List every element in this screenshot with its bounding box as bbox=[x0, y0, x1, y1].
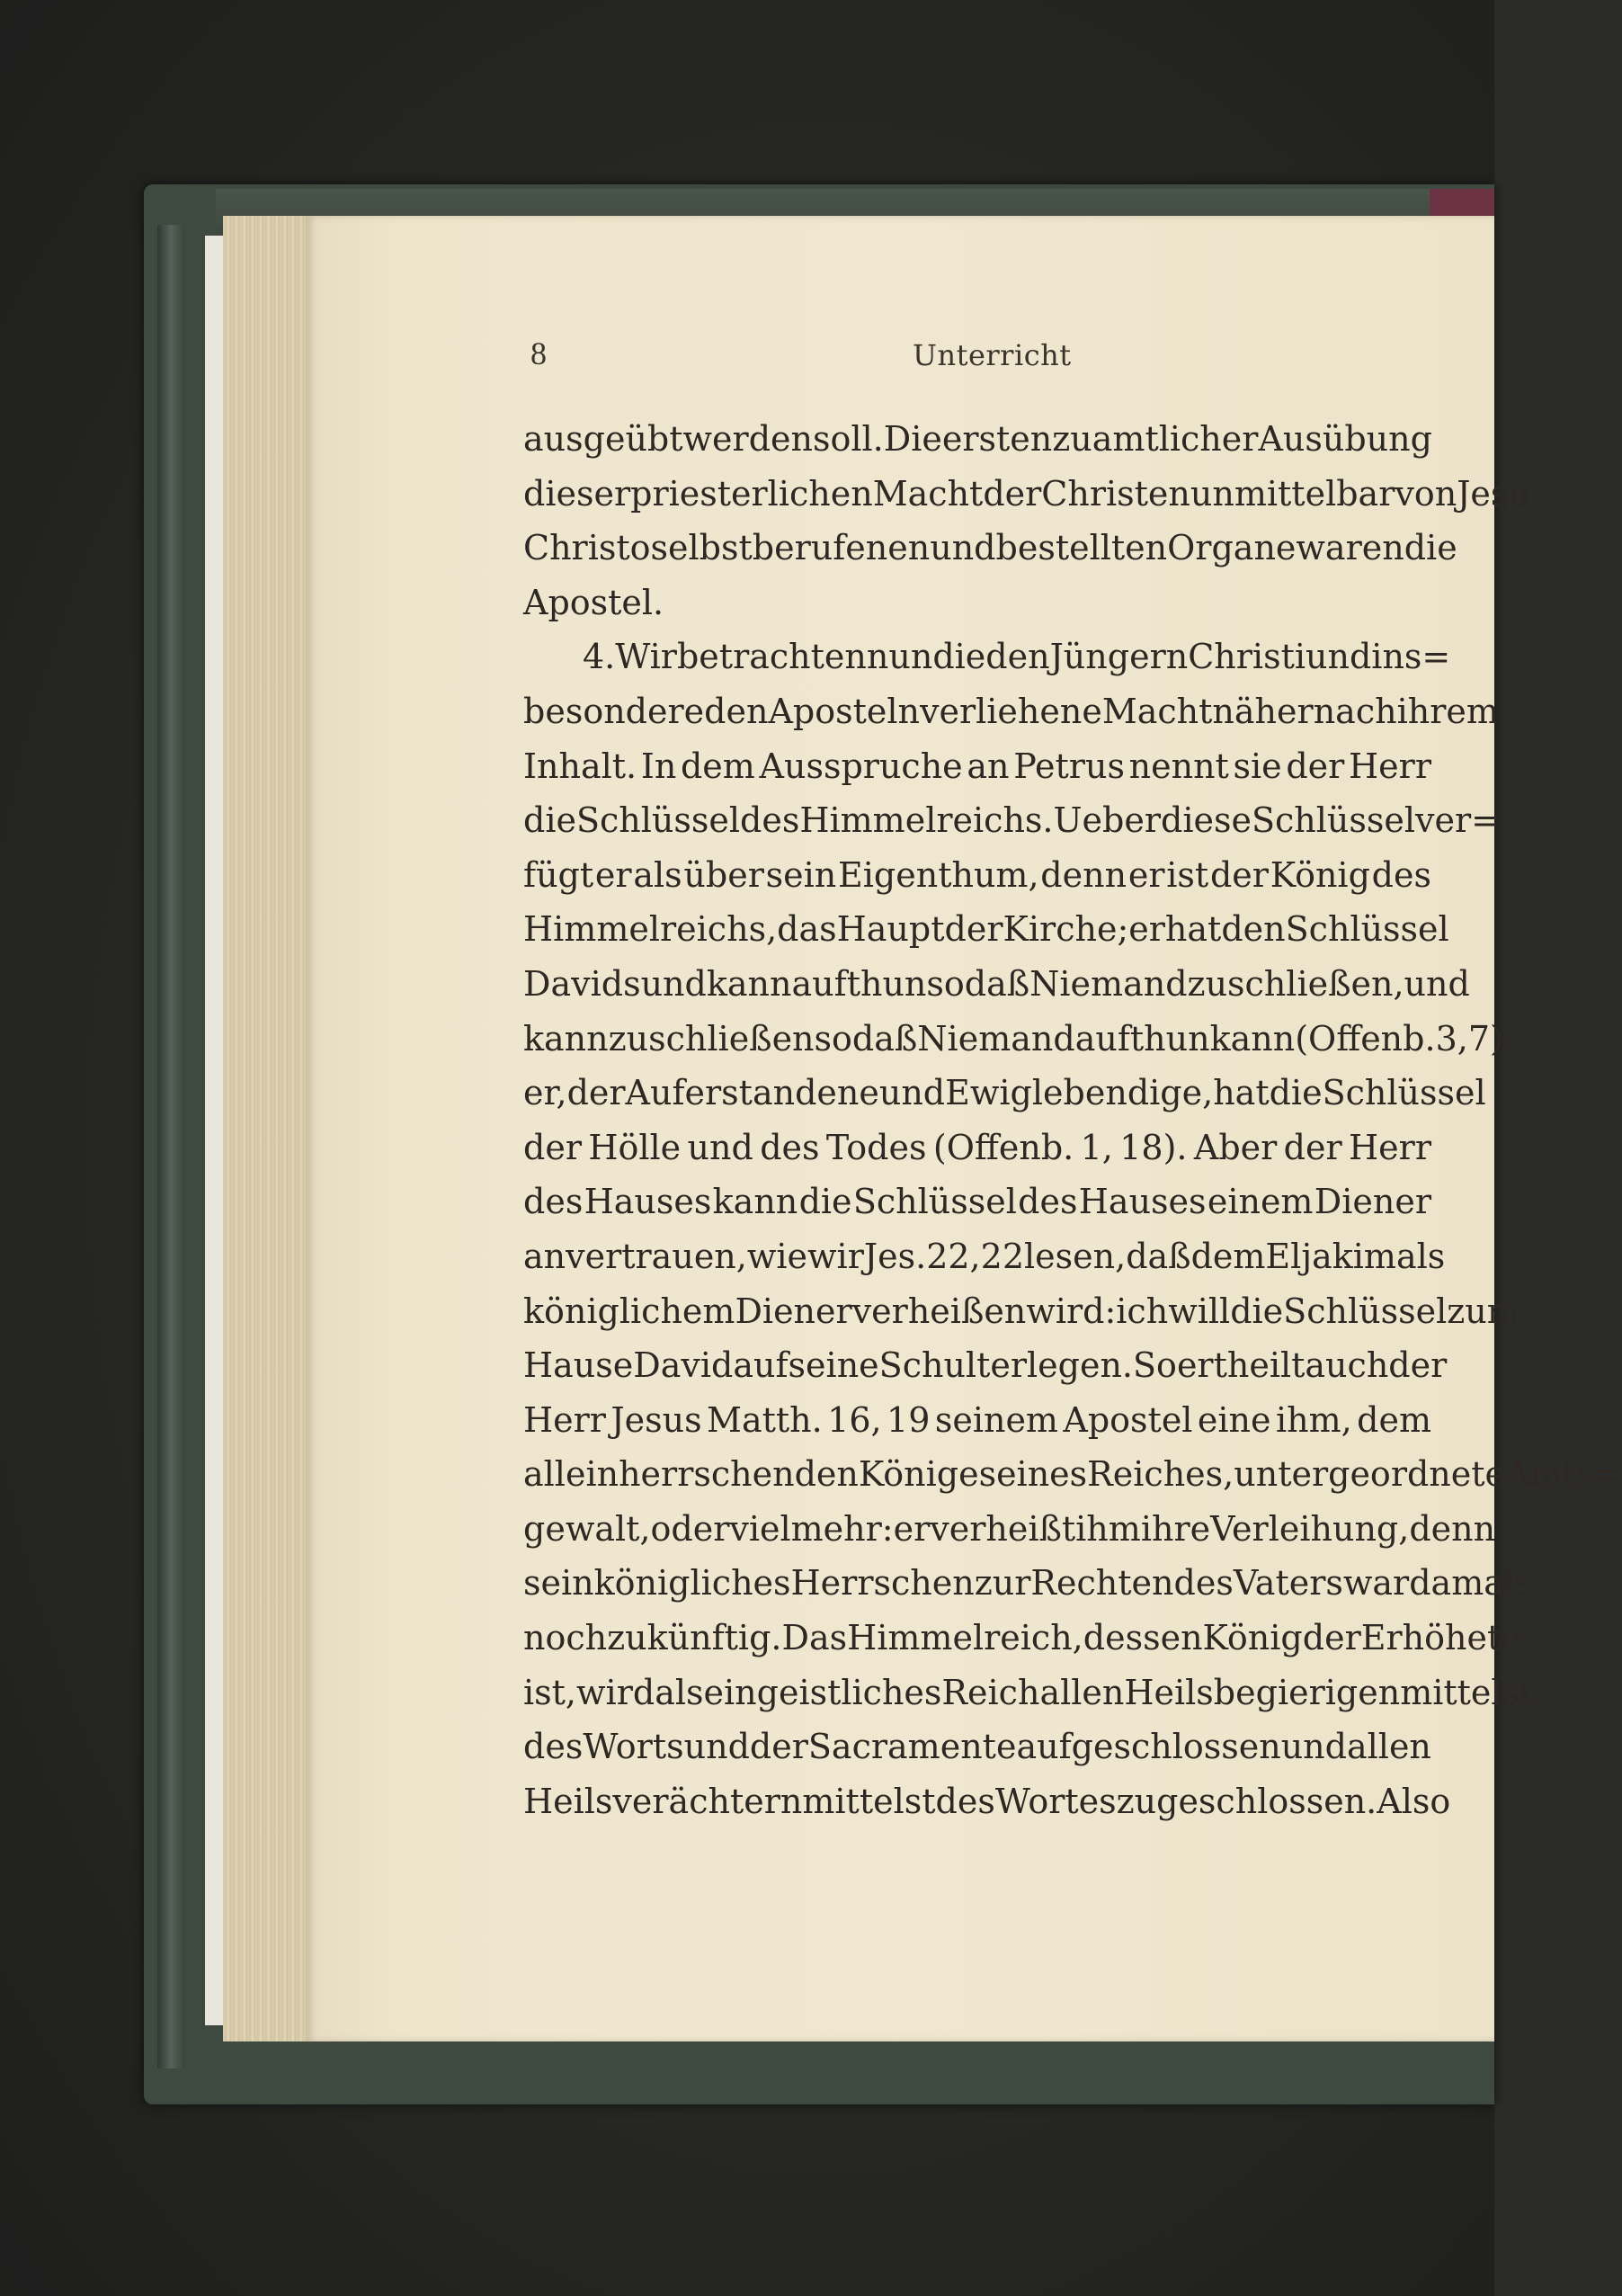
text-line: Himmelreichs, das Haupt der Kirche; er hat den Schlüssel bbox=[523, 909, 1449, 950]
text-line: Apostel. bbox=[523, 582, 664, 622]
text-line: Inhalt. In dem Ausspruche an Petrus nennt sie der Herr bbox=[523, 746, 1431, 786]
text-line: er, der Auferstandene und Ewiglebendige, hat die Schlüssel bbox=[523, 1073, 1486, 1113]
text-line: besondere den Aposteln verliehene Macht näher nach ihrem bbox=[523, 691, 1499, 731]
page-header bbox=[530, 335, 1439, 389]
text-line: der Hölle und des Todes (Offenb. 1, 18). Aber der Herr bbox=[523, 1127, 1431, 1167]
text-line: dieser priesterlichen Macht der Christen unmittelbar von Jesu bbox=[523, 473, 1530, 514]
text-line: des Worts und der Sacramente aufgeschlossen und allen bbox=[523, 1727, 1431, 1767]
text-line: noch zukünftig. Das Himmelreich, dessen König der Erhöhete bbox=[523, 1618, 1521, 1658]
endpaper bbox=[205, 236, 225, 2025]
text-line: alleinherrschenden Könige seines Reiches, untergeordnete Amts= bbox=[523, 1454, 1622, 1495]
text-line: Christo selbst berufenen und bestellten Organe waren die bbox=[523, 528, 1457, 568]
page-number: 8 bbox=[530, 335, 547, 371]
running-head: Unterricht bbox=[913, 338, 1072, 372]
text-line: gewalt, oder vielmehr: er verheißt ihm ihre Verleihung, denn bbox=[523, 1508, 1496, 1549]
text-line: anvertrauen, wie wir Jes. 22, 22 lesen, daß dem Eljakim als bbox=[523, 1236, 1446, 1276]
text-line: 4. Wir betrachten nun die den Jüngern Christi und ins= bbox=[583, 637, 1451, 677]
text-line: sein königliches Herrschen zur Rechten des Vaters war damals bbox=[523, 1563, 1533, 1604]
text-line: fügt er als über sein Eigenthum, denn er ist der König des bbox=[523, 854, 1431, 895]
book-spine-edge bbox=[157, 225, 184, 2068]
text-line: kann zuschließen so daß Niemand aufthun kann (Offenb. 3, 7); bbox=[523, 1018, 1515, 1059]
text-line: ist, wird als ein geistliches Reich allen Heilsbegierigen mittelst bbox=[523, 1672, 1534, 1712]
text-line: des Hauses kann die Schlüssel des Hauses einem Diener bbox=[523, 1182, 1431, 1222]
text-line: Heilsverächtern mittelst des Wortes zugeschlossen. Also bbox=[523, 1781, 1451, 1821]
text-line: königlichem Diener verheißen wird: ich will die Schlüssel zum bbox=[523, 1291, 1520, 1331]
text-line: Herr Jesus Matth. 16, 19 seinem Apostel eine ihm, dem bbox=[523, 1399, 1431, 1440]
body-text bbox=[523, 412, 1622, 1828]
text-line: ausgeübt werden soll. Die ersten zu amtlicher Ausübung bbox=[523, 419, 1432, 459]
text-line: die Schlüssel des Himmelreichs. Ueber diese Schlüssel ver= bbox=[523, 800, 1501, 841]
text-line: Davids und kann aufthun so daß Niemand zuschließen, und bbox=[523, 963, 1470, 1004]
text-line: Hause David auf seine Schulter legen. So ertheilt auch der bbox=[523, 1345, 1448, 1386]
